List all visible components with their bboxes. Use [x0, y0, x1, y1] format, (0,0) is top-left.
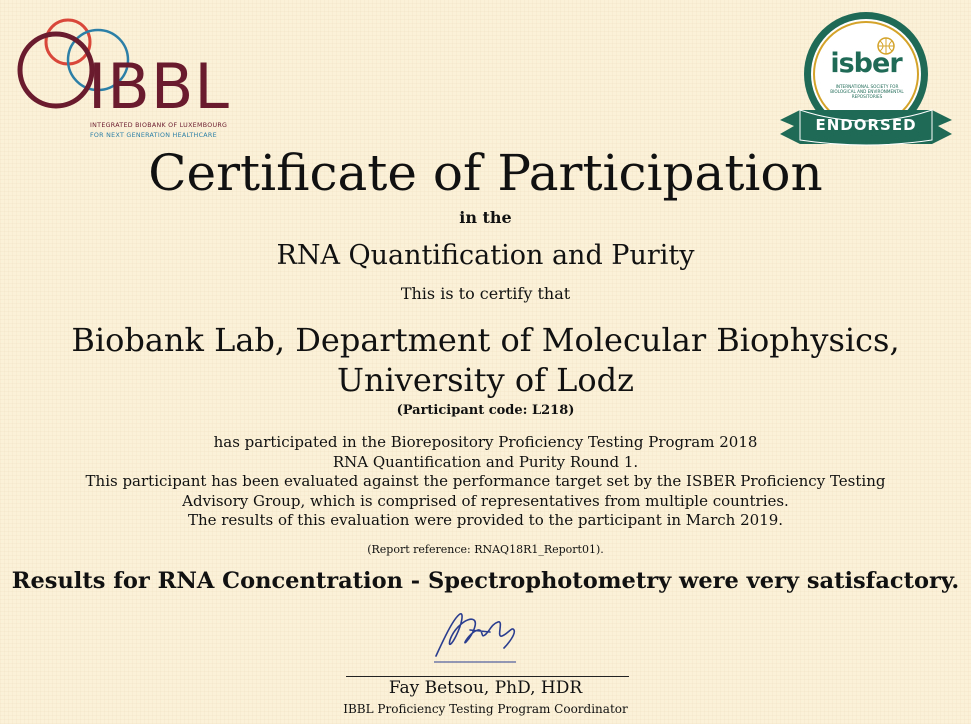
- certificate-body: [0, 433, 971, 531]
- endorsed-ribbon: ENDORSED: [815, 116, 917, 134]
- participant-name: Biobank Lab, Department of Molecular Biophysics, University of Lodz: [71, 321, 900, 399]
- body-line: The results of this evaluation were provided to the participant in March 2019.: [187, 511, 784, 529]
- report-reference: (Report reference: RNAQ18R1_Report01).: [367, 543, 604, 556]
- isber-wordmark: isber: [830, 48, 902, 79]
- results-statement: Results for RNA Concentration - Spectrophotometry were very satisfactory.: [11, 568, 960, 594]
- ibbl-tagline-1: INTEGRATED BIOBANK OF LUXEMBOURG: [90, 122, 228, 129]
- isber-subtitle: INTERNATIONAL SOCIETY FOR BIOLOGICAL AND ENVIRONMENTAL REPOSITORIES: [830, 84, 904, 99]
- body-line: Advisory Group, which is comprised of representatives from multiple countries.: [182, 491, 789, 510]
- signer-title: IBBL Proficiency Testing Program Coordinator: [343, 702, 628, 716]
- participant-code: (Participant code: L218): [396, 403, 575, 418]
- ibbl-wordmark: IBBL: [88, 50, 230, 123]
- isber-endorsed-badge: [778, 8, 954, 148]
- ibbl-tagline-2: FOR NEXT GENERATION HEALTHCARE: [90, 132, 217, 139]
- certify-statement: This is to certify that: [400, 284, 571, 303]
- signature-icon: [428, 604, 528, 664]
- body-line: This participant has been evaluated against the performance target set by the ISBER Proficiency Testing: [85, 472, 886, 490]
- program-name: RNA Quantification and Purity: [276, 240, 695, 271]
- in-the-label: in the: [459, 208, 512, 227]
- body-line: RNA Quantification and Purity Round 1.: [332, 452, 639, 471]
- signer-name: Fay Betsou, PhD, HDR: [388, 678, 583, 698]
- ibbl-logo: [10, 8, 240, 143]
- certificate-title: Certificate of Participation: [148, 144, 823, 202]
- body-line: has participated in the Biorepository Proficiency Testing Program 2018: [213, 433, 758, 451]
